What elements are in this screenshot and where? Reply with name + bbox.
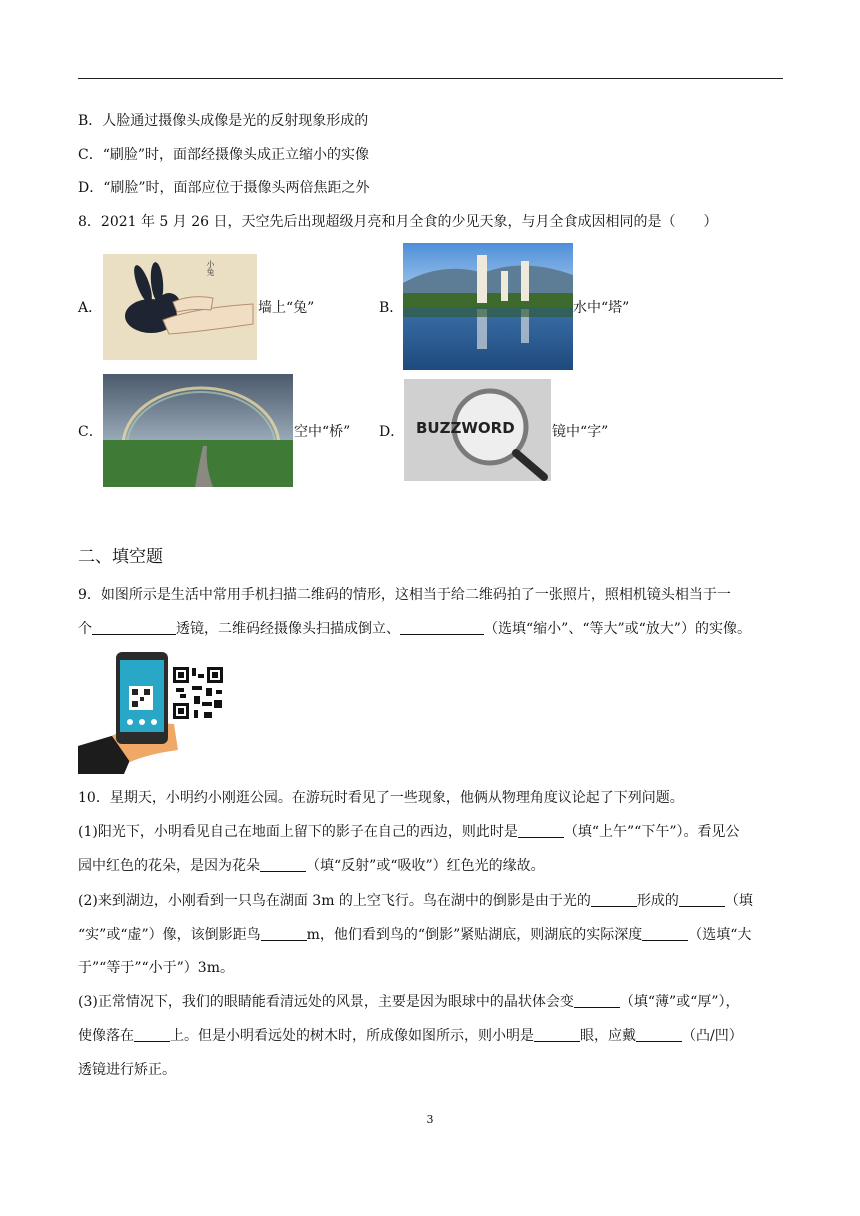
q10-part3-line3: 透镜进行矫正。 bbox=[78, 1062, 176, 1078]
q8-option-a-caption: 墙上“兔” bbox=[258, 300, 315, 316]
rainbow-image bbox=[103, 374, 293, 487]
q10-text: (1)阳光下，小明看见自己在地面上留下的影子在自己的西边，则此时是 bbox=[78, 824, 518, 840]
answer-blank[interactable] bbox=[400, 620, 484, 635]
phone-scanning-qr-illustration bbox=[78, 650, 230, 774]
section-title: 二、填空题 bbox=[78, 547, 163, 567]
q7-option-c: C．“刷脸”时，面部经摄像头成正立缩小的实像 bbox=[78, 147, 370, 163]
q10-text: (3)正常情况下，我们的眼睛能看清远处的风景，主要是因为眼球中的晶状体会变 bbox=[78, 994, 574, 1010]
answer-blank[interactable] bbox=[636, 1027, 682, 1042]
answer-blank[interactable] bbox=[261, 926, 307, 941]
answer-blank[interactable] bbox=[134, 1027, 170, 1042]
answer-blank[interactable] bbox=[642, 926, 688, 941]
answer-blank[interactable] bbox=[534, 1027, 580, 1042]
q8-option-c-caption: 空中“桥” bbox=[294, 424, 351, 440]
q8-option-b-label: B． bbox=[379, 300, 404, 316]
q8-stem: 8．2021 年 5 月 26 日，天空先后出现超级月亮和月全食的少见天象，与月全食成因相同的是（ ） bbox=[78, 214, 718, 230]
q10-text: m，他们看到鸟的“倒影”紧贴湖底，则湖底的实际深度 bbox=[306, 927, 643, 943]
q10-part2-line3: 于”“等于”“小于”）3m。 bbox=[78, 960, 234, 976]
pagoda-reflection-image bbox=[403, 243, 573, 370]
q10-text: （凸/凹） bbox=[682, 1028, 743, 1044]
q9-text: 个 bbox=[78, 621, 92, 637]
q10-text: (2)来到湖边，小刚看到一只鸟在湖面 3m 的上空飞行。鸟在湖中的倒影是由于光的 bbox=[78, 893, 591, 909]
q8-option-a-label: A． bbox=[78, 300, 103, 316]
magnified-word: BUZZWORD bbox=[416, 419, 515, 437]
q10-stem: 10．星期天，小明约小刚逛公园。在游玩时看见了一些现象，他俩从物理角度议论起了下列问题。 bbox=[78, 790, 684, 806]
q9-line-1: 9．如图所示是生活中常用手机扫描二维码的情形，这相当于给二维码拍了一张照片，照相机镜头相当于一 bbox=[78, 587, 731, 603]
q10-text: （填“上午”“下午”）。看见公 bbox=[563, 824, 740, 840]
q10-text: 上。但是小明看远处的树木时，所成像如图所示，则小明是 bbox=[170, 1028, 534, 1044]
phone-qr-image bbox=[78, 650, 230, 774]
q10-text: 使像落在 bbox=[78, 1028, 134, 1044]
q9-text: （选填“缩小”、“等大”或“放大”）的实像。 bbox=[484, 621, 751, 637]
q10-text: （选填“大 bbox=[688, 927, 752, 943]
q9-line-2 bbox=[78, 619, 751, 639]
q10-part2-line2 bbox=[78, 925, 751, 945]
q10-text: （填“薄”或“厚”）， bbox=[619, 994, 740, 1010]
pagoda-reflection-illustration bbox=[403, 243, 573, 370]
q10-text: “实”或“虚”）像，该倒影距鸟 bbox=[78, 927, 261, 943]
shadow-rabbit-illustration bbox=[103, 254, 257, 360]
answer-blank[interactable] bbox=[591, 892, 637, 907]
q10-part3-line2 bbox=[78, 1026, 743, 1046]
magnifier-image bbox=[404, 379, 551, 481]
q7-option-d: D．“刷脸”时，面部应位于摄像头两倍焦距之外 bbox=[78, 180, 370, 196]
q8-option-b-caption: 水中“塔” bbox=[573, 300, 630, 316]
q10-text: 眼，应戴 bbox=[580, 1028, 636, 1044]
q10-text: 形成的 bbox=[636, 893, 679, 909]
q10-text: （填“反射”或“吸收”）红色光的缘故。 bbox=[306, 858, 545, 874]
header-rule bbox=[78, 78, 783, 79]
q8-option-d-label: D． bbox=[379, 424, 405, 440]
q10-part3-line1 bbox=[78, 992, 739, 1012]
q8-option-c-label: C． bbox=[78, 424, 103, 440]
q10-text: （填 bbox=[724, 893, 753, 909]
answer-blank[interactable] bbox=[92, 620, 176, 635]
answer-blank[interactable] bbox=[574, 993, 620, 1008]
q10-part1-line2 bbox=[78, 856, 545, 876]
answer-blank[interactable] bbox=[679, 892, 725, 907]
q9-text: 透镜，二维码经摄像头扫描成倒立、 bbox=[176, 621, 400, 637]
q10-part1-line1 bbox=[78, 822, 739, 842]
answer-blank[interactable] bbox=[518, 823, 564, 838]
q7-option-b: B．人脸通过摄像头成像是光的反射现象形成的 bbox=[78, 113, 369, 129]
shadow-rabbit-image bbox=[103, 254, 257, 360]
rabbit-image-lettering: 小兔 bbox=[206, 260, 215, 276]
answer-blank[interactable] bbox=[260, 857, 306, 872]
q10-text: 园中红色的花朵，是因为花朵 bbox=[78, 858, 260, 874]
page-number: 3 bbox=[426, 1113, 434, 1126]
rainbow-illustration bbox=[103, 374, 293, 487]
q10-part2-line1 bbox=[78, 891, 753, 911]
q8-option-d-caption: 镜中“字” bbox=[552, 424, 609, 440]
